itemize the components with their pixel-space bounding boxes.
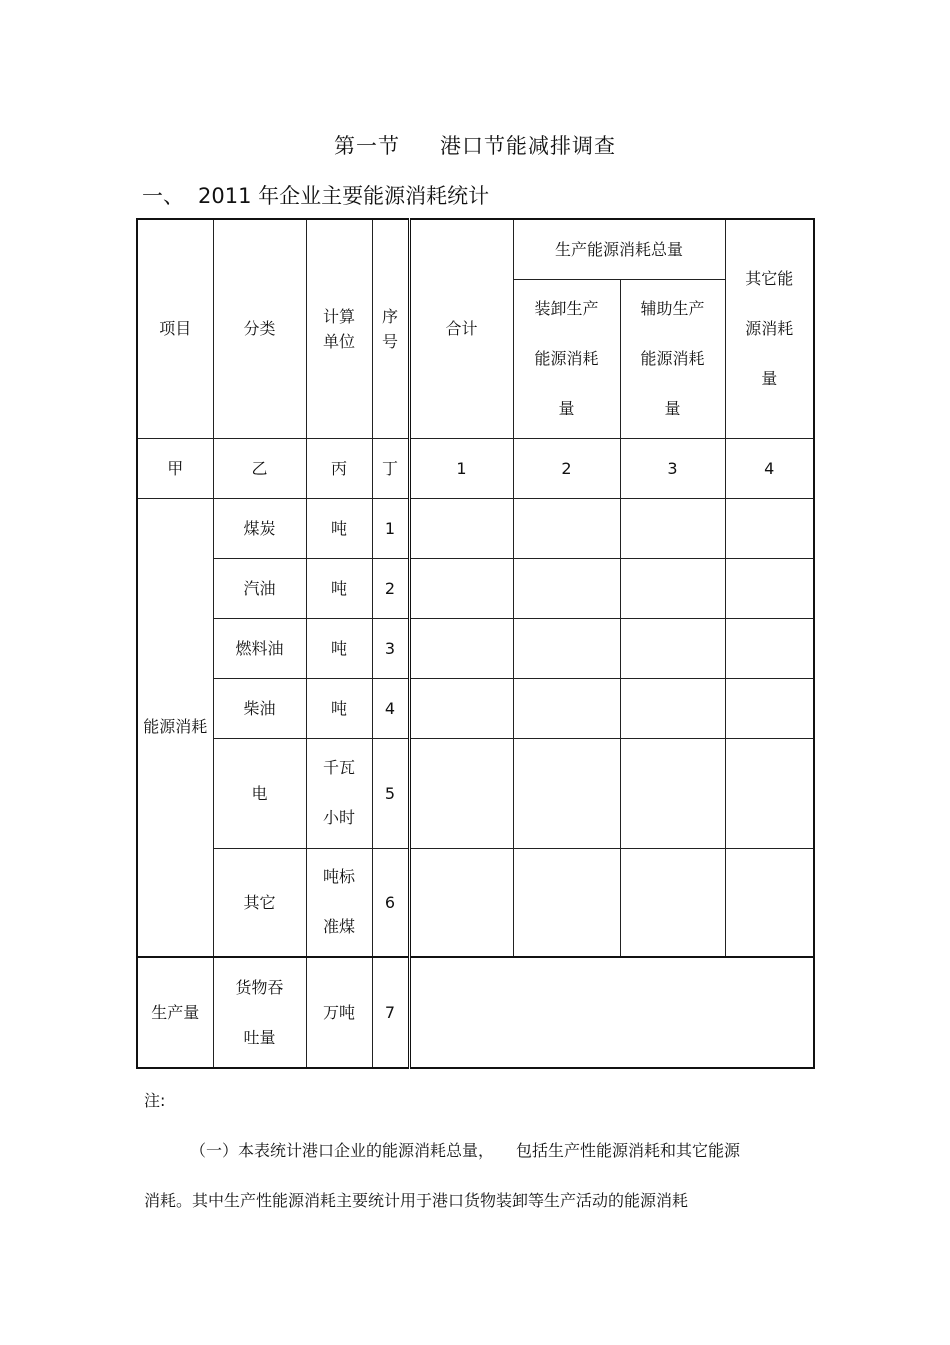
value-cell[interactable] (725, 558, 814, 618)
category-cell: 货物吞吐量 (213, 957, 306, 1068)
header-category: 分类 (213, 219, 306, 438)
table-row (137, 848, 814, 957)
value-cell[interactable] (620, 848, 725, 957)
unit-cell: 千瓦小时 (306, 738, 372, 848)
header-other: 其它能源消耗量 (725, 219, 814, 438)
value-cell[interactable] (620, 678, 725, 738)
seq-cell: 6 (372, 848, 409, 957)
notes-label: 注: (144, 1091, 166, 1110)
value-cell[interactable] (513, 618, 620, 678)
value-cell[interactable] (725, 678, 814, 738)
table-row (137, 498, 814, 558)
table-row (137, 738, 814, 848)
unit-cell: 吨 (306, 558, 372, 618)
value-cell[interactable] (409, 738, 513, 848)
group-production: 生产量 (137, 957, 213, 1068)
table-row (137, 678, 814, 738)
index-cell: 丙 (306, 438, 372, 498)
heading-prefix: 一、 (142, 184, 184, 208)
category-cell: 汽油 (213, 558, 306, 618)
header-project: 项目 (137, 219, 213, 438)
index-row (137, 438, 814, 498)
category-cell: 柴油 (213, 678, 306, 738)
value-cell[interactable] (725, 738, 814, 848)
index-cell: 甲 (137, 438, 213, 498)
value-cell[interactable] (513, 678, 620, 738)
value-cell[interactable] (409, 618, 513, 678)
section-title (0, 130, 950, 160)
category-cell: 燃料油 (213, 618, 306, 678)
unit-cell: 吨标准煤 (306, 848, 372, 957)
value-cell[interactable] (513, 558, 620, 618)
seq-cell: 3 (372, 618, 409, 678)
value-cell[interactable] (513, 498, 620, 558)
unit-cell: 吨 (306, 498, 372, 558)
index-cell: 4 (725, 438, 814, 498)
value-cell[interactable] (620, 498, 725, 558)
index-cell: 1 (409, 438, 513, 498)
value-cell[interactable] (409, 848, 513, 957)
index-cell: 3 (620, 438, 725, 498)
table-heading (142, 180, 503, 210)
category-cell: 煤炭 (213, 498, 306, 558)
notes-paragraph: （一）本表统计港口企业的能源消耗总量， 包括生产性能源消耗和其它能源 (190, 1141, 741, 1160)
value-cell[interactable] (409, 957, 814, 1068)
header-unit: 计算单位 (306, 219, 372, 438)
value-cell[interactable] (409, 678, 513, 738)
section-number: 第一节 (334, 134, 400, 158)
category-cell: 电 (213, 738, 306, 848)
section-name: 港口节能减排调查 (440, 134, 616, 158)
seq-cell: 2 (372, 558, 409, 618)
header-production-total: 生产能源消耗总量 (513, 219, 725, 279)
seq-cell: 7 (372, 957, 409, 1068)
value-cell[interactable] (409, 498, 513, 558)
header-total: 合计 (409, 219, 513, 438)
table-row (137, 558, 814, 618)
seq-cell: 4 (372, 678, 409, 738)
value-cell[interactable] (620, 618, 725, 678)
header-seq: 序号 (372, 219, 409, 438)
unit-cell: 吨 (306, 618, 372, 678)
category-cell: 其它 (213, 848, 306, 957)
value-cell[interactable] (725, 498, 814, 558)
seq-cell: 5 (372, 738, 409, 848)
table-row (137, 957, 814, 1068)
heading-text: 2011 年企业主要能源消耗统计 (198, 184, 490, 208)
value-cell[interactable] (513, 848, 620, 957)
notes-paragraph-continued: 消耗。其中生产性能源消耗主要统计用于港口货物装卸等生产活动的能源消耗 (144, 1191, 689, 1210)
value-cell[interactable] (409, 558, 513, 618)
index-cell: 2 (513, 438, 620, 498)
value-cell[interactable] (725, 848, 814, 957)
header-auxiliary: 辅助生产能源消耗量 (620, 279, 725, 438)
index-cell: 丁 (372, 438, 409, 498)
energy-consumption-table (136, 218, 815, 1069)
value-cell[interactable] (513, 738, 620, 848)
group-energy-consumption: 能源消耗 (137, 498, 213, 957)
value-cell[interactable] (725, 618, 814, 678)
index-cell: 乙 (213, 438, 306, 498)
unit-cell: 吨 (306, 678, 372, 738)
value-cell[interactable] (620, 558, 725, 618)
header-loading: 装卸生产能源消耗量 (513, 279, 620, 438)
table-row (137, 618, 814, 678)
unit-cell: 万吨 (306, 957, 372, 1068)
seq-cell: 1 (372, 498, 409, 558)
value-cell[interactable] (620, 738, 725, 848)
